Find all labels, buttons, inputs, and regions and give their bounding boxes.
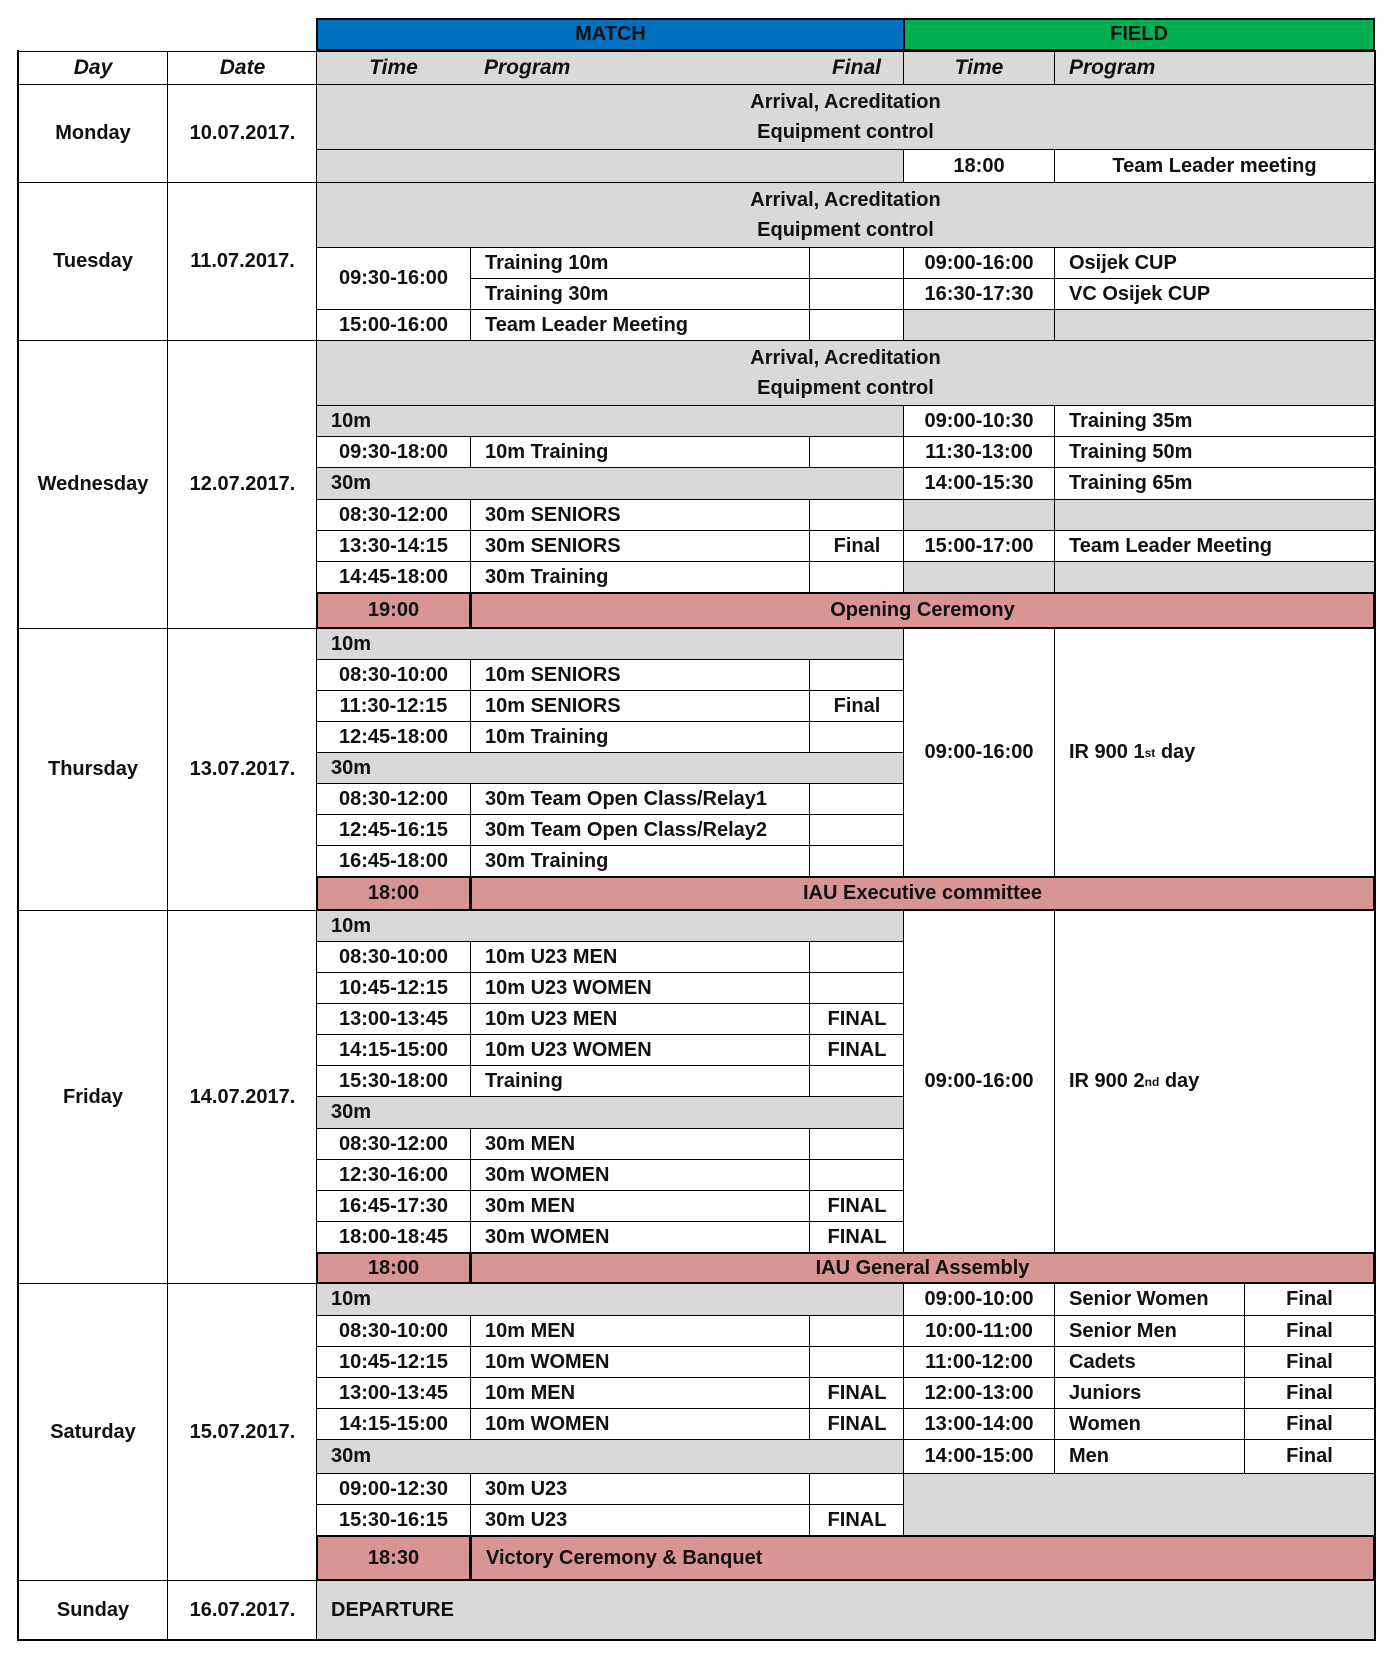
monday-field-program: Team Leader meeting	[1054, 149, 1375, 183]
wednesday-section-30m: 30m	[316, 467, 905, 500]
wednesday-r1-time: 09:30-18:00	[316, 436, 471, 468]
friday-section-10m: 10m	[316, 910, 905, 942]
thursday-r6-program: 30m Training	[470, 845, 810, 877]
saturday-f1-program: Senior Women	[1054, 1283, 1245, 1316]
wednesday-r4-time: 14:45-18:00	[316, 561, 471, 593]
sunday-day: Sunday	[18, 1580, 168, 1640]
friday-field-program-text: IR 900 2	[1069, 1070, 1145, 1092]
friday-r1-time: 08:30-10:00	[316, 941, 471, 973]
wednesday-f3-time: 14:00-15:30	[903, 467, 1055, 500]
wednesday-f1-time: 09:00-10:30	[903, 405, 1055, 437]
tuesday-m1-program-a: Training 10m	[470, 247, 810, 279]
friday-r9-final: FINAL	[809, 1221, 905, 1253]
thursday-r6-final	[809, 845, 905, 877]
tuesday-m2-final	[809, 309, 905, 341]
saturday-r2-program: 10m WOMEN	[470, 1346, 810, 1378]
saturday-f3-final: Final	[1244, 1346, 1375, 1378]
tuesday-f2-program: VC Osijek CUP	[1054, 278, 1375, 310]
thursday-r3-time: 12:45-18:00	[316, 721, 471, 753]
tuesday-f1-program: Osijek CUP	[1054, 247, 1375, 279]
col-field-time-header: Time	[903, 51, 1055, 85]
wednesday-r2-program: 30m SENIORS	[470, 499, 810, 531]
wednesday-date: 12.07.2017.	[167, 340, 318, 629]
friday-r9-program: 30m WOMEN	[470, 1221, 810, 1253]
thursday-r1-final	[809, 659, 905, 691]
saturday-f2-program: Senior Men	[1054, 1315, 1245, 1347]
monday-match-empty	[316, 149, 905, 183]
wednesday-r2-final	[809, 499, 905, 531]
tuesday-f3-empty-time	[903, 309, 1055, 341]
saturday-r4-final: FINAL	[809, 1408, 905, 1440]
thursday-field-program: IR 900 1 st day	[1054, 628, 1375, 877]
saturday-field-empty	[903, 1473, 1375, 1536]
saturday-f2-time: 10:00-11:00	[903, 1315, 1055, 1347]
monday-date: 10.07.2017.	[167, 84, 318, 183]
wednesday-r3-time: 13:30-14:15	[316, 530, 471, 562]
wednesday-section-10m: 10m	[316, 405, 905, 437]
friday-r3-time: 13:00-13:45	[316, 1003, 471, 1035]
thursday-r2-final: Final	[809, 690, 905, 722]
saturday-r4-program: 10m WOMEN	[470, 1408, 810, 1440]
saturday-f4-final: Final	[1244, 1377, 1375, 1409]
wednesday-f1-program: Training 35m	[1054, 405, 1375, 437]
friday-r7-final	[809, 1159, 905, 1191]
friday-r8-final: FINAL	[809, 1190, 905, 1222]
monday-arrival-line2: Equipment control	[757, 121, 934, 143]
friday-r7-time: 12:30-16:00	[316, 1159, 471, 1191]
friday-r3-final: FINAL	[809, 1003, 905, 1035]
tuesday-arrival-line2: Equipment control	[757, 219, 934, 241]
wednesday-f-empty2-time	[903, 561, 1055, 593]
tuesday-f1-time: 09:00-16:00	[903, 247, 1055, 279]
tuesday-f3-empty-program	[1054, 309, 1375, 341]
friday-field-time: 09:00-16:00	[903, 910, 1055, 1253]
saturday-f4-time: 12:00-13:00	[903, 1377, 1055, 1409]
wednesday-f2-time: 11:30-13:00	[903, 436, 1055, 468]
thursday-event: IAU Executive committee	[470, 876, 1375, 911]
friday-event-time: 18:00	[316, 1252, 471, 1284]
saturday-r1-time: 08:30-10:00	[316, 1315, 471, 1347]
monday-field-time: 18:00	[903, 149, 1055, 183]
friday-r2-time: 10:45-12:15	[316, 972, 471, 1004]
saturday-r5-program: 30m U23	[470, 1473, 810, 1505]
thursday-event-time: 18:00	[316, 876, 471, 911]
match-header	[316, 18, 905, 51]
monday-arrival-line1: Arrival, Acreditation	[750, 91, 941, 113]
saturday-f5-time: 13:00-14:00	[903, 1408, 1055, 1440]
saturday-f5-final: Final	[1244, 1408, 1375, 1440]
thursday-r6-time: 16:45-18:00	[316, 845, 471, 877]
tuesday-m1-final-b	[809, 278, 905, 310]
thursday-day: Thursday	[18, 628, 168, 911]
wednesday-r1-final	[809, 436, 905, 468]
saturday-r3-time: 13:00-13:45	[316, 1377, 471, 1409]
saturday-f6-program: Men	[1054, 1439, 1245, 1474]
col-match-final-header: Final	[809, 51, 905, 85]
friday-r6-time: 08:30-12:00	[316, 1128, 471, 1160]
saturday-f3-program: Cadets	[1054, 1346, 1245, 1378]
col-field-program-header: Program	[1054, 51, 1375, 85]
friday-r1-final	[809, 941, 905, 973]
saturday-f5-program: Women	[1054, 1408, 1245, 1440]
wednesday-f2-program: Training 50m	[1054, 436, 1375, 468]
thursday-date: 13.07.2017.	[167, 628, 318, 911]
wednesday-f-empty1-time	[903, 499, 1055, 531]
tuesday-m2-time: 15:00-16:00	[316, 309, 471, 341]
tuesday-f2-time: 16:30-17:30	[903, 278, 1055, 310]
tuesday-m1-program-b: Training 30m	[470, 278, 810, 310]
friday-r1-program: 10m U23 MEN	[470, 941, 810, 973]
thursday-field-program-suffix: day	[1155, 741, 1196, 763]
thursday-r3-program: 10m Training	[470, 721, 810, 753]
saturday-r3-final: FINAL	[809, 1377, 905, 1409]
thursday-r1-program: 10m SENIORS	[470, 659, 810, 691]
field-header	[903, 18, 1375, 51]
thursday-field-program-text: IR 900 1	[1069, 741, 1145, 763]
wednesday-r1-program: 10m Training	[470, 436, 810, 468]
col-match-program-header: Program	[470, 51, 810, 85]
friday-r4-final: FINAL	[809, 1034, 905, 1066]
field-header-label: FIELD	[1110, 23, 1168, 45]
friday-r6-final	[809, 1128, 905, 1160]
tuesday-arrival	[316, 182, 1375, 248]
thursday-section-10m: 10m	[316, 628, 905, 660]
saturday-f4-program: Juniors	[1054, 1377, 1245, 1409]
saturday-date: 15.07.2017.	[167, 1283, 318, 1581]
tuesday-m2-program: Team Leader Meeting	[470, 309, 810, 341]
wednesday-r4-final	[809, 561, 905, 593]
wednesday-r3-program: 30m SENIORS	[470, 530, 810, 562]
saturday-f6-final: Final	[1244, 1439, 1375, 1474]
saturday-r1-final	[809, 1315, 905, 1347]
friday-r7-program: 30m WOMEN	[470, 1159, 810, 1191]
friday-date: 14.07.2017.	[167, 910, 318, 1284]
friday-event: IAU General Assembly	[470, 1252, 1375, 1284]
wednesday-arrival-line2: Equipment control	[757, 377, 934, 399]
saturday-r6-time: 15:30-16:15	[316, 1504, 471, 1536]
friday-r2-program: 10m U23 WOMEN	[470, 972, 810, 1004]
col-day-header: Day	[18, 51, 168, 85]
friday-section-30m: 30m	[316, 1096, 905, 1129]
monday-day: Monday	[18, 84, 168, 183]
sunday-program: DEPARTURE	[316, 1580, 1375, 1640]
thursday-r4-time: 08:30-12:00	[316, 783, 471, 815]
tuesday-m1-final-a	[809, 247, 905, 279]
saturday-section-30m: 30m	[316, 1439, 905, 1474]
saturday-f3-time: 11:00-12:00	[903, 1346, 1055, 1378]
saturday-f1-time: 09:00-10:00	[903, 1283, 1055, 1316]
saturday-f1-final: Final	[1244, 1283, 1375, 1316]
wednesday-f-empty1-program	[1054, 499, 1375, 531]
saturday-r5-final	[809, 1473, 905, 1505]
thursday-r5-time: 12:45-16:15	[316, 814, 471, 846]
saturday-r1-program: 10m MEN	[470, 1315, 810, 1347]
match-header-label: MATCH	[575, 23, 646, 45]
friday-r8-program: 30m MEN	[470, 1190, 810, 1222]
friday-day: Friday	[18, 910, 168, 1284]
saturday-r5-time: 09:00-12:30	[316, 1473, 471, 1505]
tuesday-date: 11.07.2017.	[167, 182, 318, 341]
friday-r4-time: 14:15-15:00	[316, 1034, 471, 1066]
tuesday-arrival-line1: Arrival, Acreditation	[750, 189, 941, 211]
tuesday-day: Tuesday	[18, 182, 168, 341]
thursday-field-time: 09:00-16:00	[903, 628, 1055, 877]
saturday-day: Saturday	[18, 1283, 168, 1581]
thursday-r1-time: 08:30-10:00	[316, 659, 471, 691]
thursday-r4-final	[809, 783, 905, 815]
saturday-event-time: 18:30	[316, 1535, 471, 1581]
friday-r3-program: 10m U23 MEN	[470, 1003, 810, 1035]
saturday-r4-time: 14:15-15:00	[316, 1408, 471, 1440]
wednesday-event: Opening Ceremony	[470, 592, 1375, 629]
saturday-r6-final: FINAL	[809, 1504, 905, 1536]
friday-r4-program: 10m U23 WOMEN	[470, 1034, 810, 1066]
friday-field-program-suffix: day	[1159, 1070, 1200, 1092]
friday-r6-program: 30m MEN	[470, 1128, 810, 1160]
monday-arrival	[316, 84, 1375, 150]
thursday-section-30m: 30m	[316, 752, 905, 784]
wednesday-arrival-line1: Arrival, Acreditation	[750, 347, 941, 369]
wednesday-f4-time: 15:00-17:00	[903, 530, 1055, 562]
saturday-section-10m: 10m	[316, 1283, 905, 1316]
thursday-r5-final	[809, 814, 905, 846]
wednesday-f-empty2-program	[1054, 561, 1375, 593]
saturday-f6-time: 14:00-15:00	[903, 1439, 1055, 1474]
tuesday-m1-time: 09:30-16:00	[316, 247, 471, 310]
wednesday-day: Wednesday	[18, 340, 168, 629]
wednesday-r4-program: 30m Training	[470, 561, 810, 593]
friday-r9-time: 18:00-18:45	[316, 1221, 471, 1253]
friday-r8-time: 16:45-17:30	[316, 1190, 471, 1222]
col-match-time-header: Time	[316, 51, 471, 85]
friday-r2-final	[809, 972, 905, 1004]
saturday-r3-program: 10m MEN	[470, 1377, 810, 1409]
thursday-r2-program: 10m SENIORS	[470, 690, 810, 722]
friday-r5-time: 15:30-18:00	[316, 1065, 471, 1097]
thursday-r5-program: 30m Team Open Class/Relay2	[470, 814, 810, 846]
saturday-r2-time: 10:45-12:15	[316, 1346, 471, 1378]
friday-r5-final	[809, 1065, 905, 1097]
thursday-r2-time: 11:30-12:15	[316, 690, 471, 722]
saturday-event: Victory Ceremony & Banquet	[470, 1535, 1375, 1581]
wednesday-r2-time: 08:30-12:00	[316, 499, 471, 531]
thursday-r4-program: 30m Team Open Class/Relay1	[470, 783, 810, 815]
friday-r5-program: Training	[470, 1065, 810, 1097]
wednesday-r3-final: Final	[809, 530, 905, 562]
wednesday-arrival	[316, 340, 1375, 406]
thursday-r3-final	[809, 721, 905, 753]
wednesday-event-time: 19:00	[316, 592, 471, 629]
saturday-r6-program: 30m U23	[470, 1504, 810, 1536]
wednesday-f4-program: Team Leader Meeting	[1054, 530, 1375, 562]
sunday-date: 16.07.2017.	[167, 1580, 318, 1640]
col-date-header: Date	[167, 51, 318, 85]
saturday-r2-final	[809, 1346, 905, 1378]
friday-field-program: IR 900 2 nd day	[1054, 910, 1375, 1253]
saturday-f2-final: Final	[1244, 1315, 1375, 1347]
wednesday-f3-program: Training 65m	[1054, 467, 1375, 500]
